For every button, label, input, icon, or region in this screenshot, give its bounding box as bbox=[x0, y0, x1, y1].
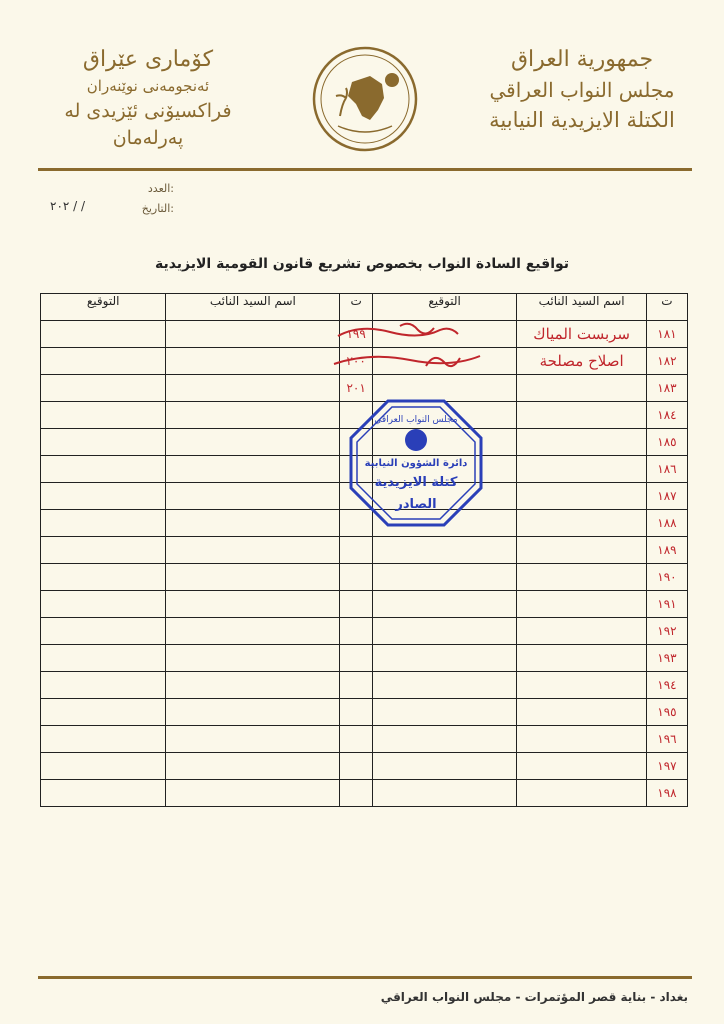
member-name-cell bbox=[166, 726, 340, 753]
letterhead-line: فراکسیۆنی ئێزیدی لە پەرلەمان bbox=[64, 99, 232, 150]
signature-cell bbox=[372, 780, 516, 807]
signature-cell bbox=[372, 726, 516, 753]
column-header: ت bbox=[646, 294, 687, 321]
member-name-cell bbox=[517, 483, 647, 510]
handwritten-name: اصلاح مصلحة bbox=[539, 352, 624, 370]
row-number-cell bbox=[340, 699, 373, 726]
member-name-cell bbox=[517, 726, 647, 753]
table-header-row bbox=[41, 294, 688, 321]
column-header: اسم السيد النائب bbox=[166, 294, 340, 321]
letterhead-line: جمهورية العراق bbox=[510, 47, 654, 72]
signature-cell bbox=[372, 753, 516, 780]
letterhead-kurdish bbox=[38, 44, 258, 153]
member-name-cell bbox=[166, 618, 340, 645]
table-row bbox=[41, 537, 688, 564]
signature-cell bbox=[372, 591, 516, 618]
signature-cell bbox=[372, 564, 516, 591]
row-number-cell: ١٩٥ bbox=[646, 699, 687, 726]
member-name-cell bbox=[166, 456, 340, 483]
row-number-cell: ١٩٩ bbox=[340, 321, 373, 348]
signature-cell bbox=[41, 321, 166, 348]
signature-cell bbox=[41, 591, 166, 618]
official-stamp-icon bbox=[348, 398, 484, 528]
signature-cell bbox=[41, 537, 166, 564]
signature-cell bbox=[372, 645, 516, 672]
row-number-cell: ١٨١ bbox=[646, 321, 687, 348]
signature-cell bbox=[41, 726, 166, 753]
row-number-cell bbox=[340, 753, 373, 780]
member-name-cell bbox=[166, 537, 340, 564]
row-number-cell: ١٩٧ bbox=[646, 753, 687, 780]
member-name-cell bbox=[166, 483, 340, 510]
table-row bbox=[41, 672, 688, 699]
signature-cell bbox=[41, 564, 166, 591]
table-row bbox=[41, 780, 688, 807]
row-number-cell: ١٨٦ bbox=[646, 456, 687, 483]
row-number-cell bbox=[340, 591, 373, 618]
member-name-cell bbox=[166, 321, 340, 348]
number-label: العدد: bbox=[147, 182, 174, 195]
signature-cell bbox=[41, 753, 166, 780]
member-name-cell bbox=[166, 375, 340, 402]
member-name-cell bbox=[517, 510, 647, 537]
row-number-cell bbox=[340, 726, 373, 753]
row-number-cell: ١٩٨ bbox=[646, 780, 687, 807]
member-name-cell bbox=[166, 591, 340, 618]
handwritten-signature-icon bbox=[330, 318, 490, 382]
member-name-cell bbox=[166, 699, 340, 726]
header-divider bbox=[38, 168, 692, 171]
row-number-cell: ٢٠٠ bbox=[340, 348, 373, 375]
row-number-cell: ١٨٣ bbox=[646, 375, 687, 402]
document-meta bbox=[142, 182, 174, 222]
member-name-cell bbox=[517, 537, 647, 564]
member-name-cell bbox=[517, 672, 647, 699]
handwritten-name: سربست المياك bbox=[533, 325, 630, 343]
member-name-cell bbox=[517, 321, 647, 348]
member-name-cell bbox=[517, 456, 647, 483]
signature-cell bbox=[41, 699, 166, 726]
row-number-cell: ١٩٤ bbox=[646, 672, 687, 699]
row-number-cell bbox=[340, 672, 373, 699]
row-number-cell bbox=[340, 645, 373, 672]
row-number-cell: ١٨٤ bbox=[646, 402, 687, 429]
member-name-cell bbox=[166, 348, 340, 375]
footer-divider bbox=[38, 976, 692, 979]
signature-cell bbox=[372, 618, 516, 645]
member-name-cell bbox=[166, 510, 340, 537]
row-number-cell: ١٩٦ bbox=[646, 726, 687, 753]
row-number-cell: ١٨٨ bbox=[646, 510, 687, 537]
parliament-emblem-icon bbox=[312, 46, 418, 152]
member-name-cell bbox=[166, 429, 340, 456]
table-row bbox=[41, 699, 688, 726]
signature-cell bbox=[372, 537, 516, 564]
row-number-cell: ١٩٣ bbox=[646, 645, 687, 672]
signature-cell bbox=[41, 348, 166, 375]
member-name-cell bbox=[517, 645, 647, 672]
row-number-cell bbox=[340, 564, 373, 591]
column-header: التوقيع bbox=[41, 294, 166, 321]
member-name-cell bbox=[166, 402, 340, 429]
member-name-cell bbox=[517, 591, 647, 618]
table-row bbox=[41, 591, 688, 618]
row-number-cell: ١٨٧ bbox=[646, 483, 687, 510]
letterhead-line: الكتلة الايزيدية النيابية bbox=[489, 107, 675, 132]
letterhead-arabic bbox=[472, 44, 692, 135]
row-number-cell bbox=[340, 537, 373, 564]
member-name-cell bbox=[517, 375, 647, 402]
member-name-cell bbox=[166, 645, 340, 672]
row-number-cell: ١٩١ bbox=[646, 591, 687, 618]
row-number-cell: ١٩٢ bbox=[646, 618, 687, 645]
table-row bbox=[41, 645, 688, 672]
member-name-cell bbox=[166, 672, 340, 699]
signature-cell bbox=[41, 672, 166, 699]
signature-cell bbox=[41, 456, 166, 483]
row-number-cell: ٢٠١ bbox=[340, 375, 373, 402]
signature-cell bbox=[41, 483, 166, 510]
member-name-cell bbox=[517, 618, 647, 645]
stamp-line-3: كتلة الايزيدية bbox=[374, 475, 458, 490]
stamp-line-4: الصادر bbox=[395, 497, 437, 512]
stamp-line-1: مجلس النواب العراقي bbox=[374, 415, 458, 425]
letterhead-line: ئەنجومەنی نوێنەران bbox=[86, 76, 210, 95]
letterhead-line: كۆماری عێراق bbox=[82, 47, 214, 72]
column-header: اسم السيد النائب bbox=[517, 294, 647, 321]
member-name-cell bbox=[166, 780, 340, 807]
member-name-cell bbox=[517, 429, 647, 456]
signature-cell bbox=[372, 699, 516, 726]
member-name-cell bbox=[166, 753, 340, 780]
table-row bbox=[41, 726, 688, 753]
member-name-cell bbox=[166, 564, 340, 591]
member-name-cell bbox=[517, 780, 647, 807]
row-number-cell: ١٨٢ bbox=[646, 348, 687, 375]
signature-cell bbox=[41, 429, 166, 456]
signature-cell bbox=[41, 645, 166, 672]
row-number-cell bbox=[340, 618, 373, 645]
date-value: / / ٢٠٢ bbox=[50, 199, 86, 213]
row-number-cell: ١٨٩ bbox=[646, 537, 687, 564]
member-name-cell bbox=[517, 348, 647, 375]
letterhead-line: مجلس النواب العراقي bbox=[489, 77, 675, 102]
row-number-cell: ١٨٥ bbox=[646, 429, 687, 456]
column-header: ت bbox=[340, 294, 373, 321]
signature-cell bbox=[41, 780, 166, 807]
table-row bbox=[41, 753, 688, 780]
member-name-cell bbox=[517, 699, 647, 726]
stamp-line-2: دائرة الشؤون النيابية bbox=[364, 458, 468, 469]
document-title: تواقيع السادة النواب بخصوص تشريع قانون القومية الايزيدية bbox=[154, 256, 570, 272]
signature-cell bbox=[41, 618, 166, 645]
row-number-cell: ١٩٠ bbox=[646, 564, 687, 591]
signature-cell bbox=[41, 402, 166, 429]
signature-cell bbox=[372, 672, 516, 699]
date-label: التاريخ: bbox=[141, 202, 174, 215]
member-name-cell bbox=[517, 402, 647, 429]
member-name-cell bbox=[517, 753, 647, 780]
member-name-cell bbox=[517, 564, 647, 591]
signature-cell bbox=[41, 375, 166, 402]
column-header: التوقيع bbox=[372, 294, 516, 321]
table-row bbox=[41, 618, 688, 645]
table-row bbox=[41, 564, 688, 591]
row-number-cell bbox=[340, 780, 373, 807]
signature-cell bbox=[41, 510, 166, 537]
footer-address: بغداد - بناية قصر المؤتمرات - مجلس النواب العراقي bbox=[380, 990, 688, 1004]
